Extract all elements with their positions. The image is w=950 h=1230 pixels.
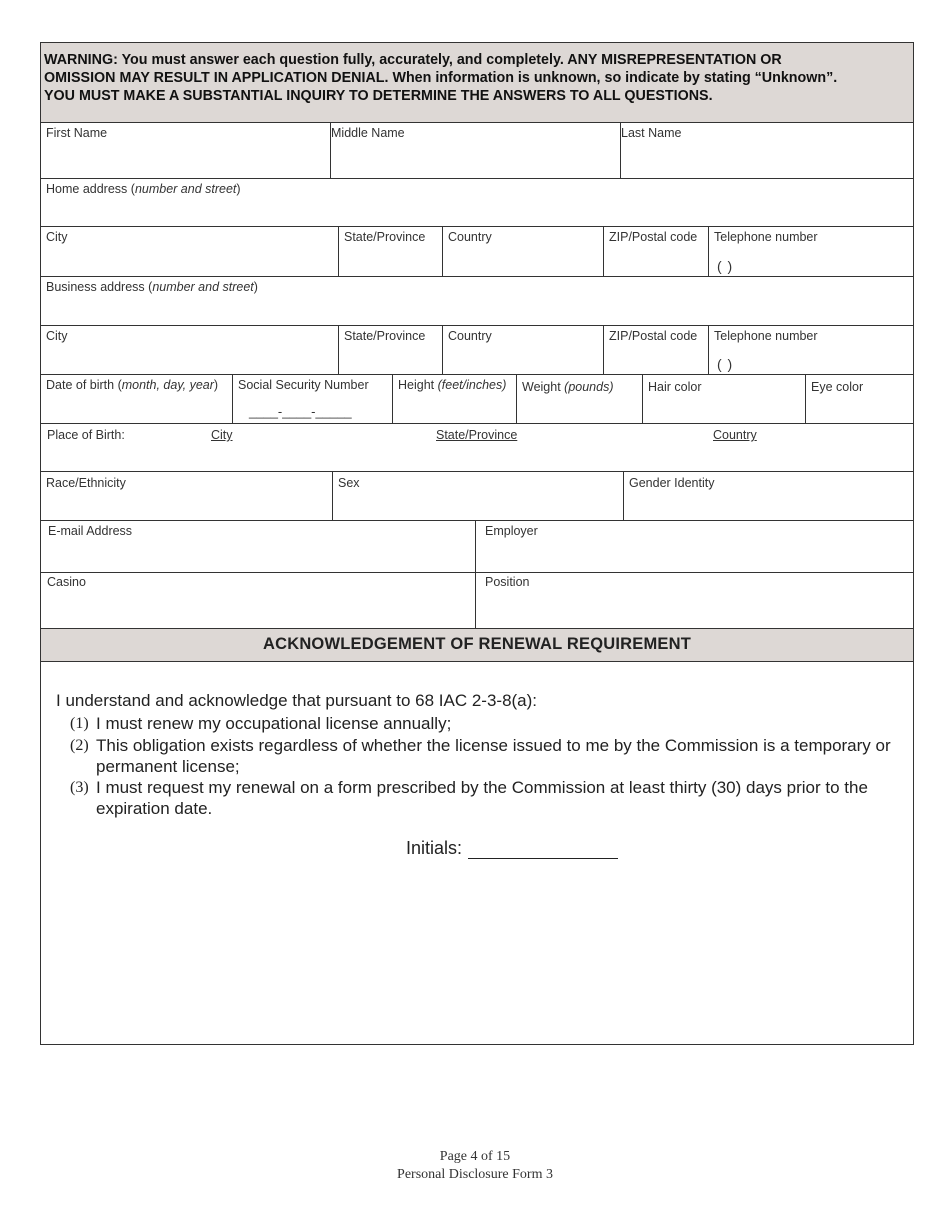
last-name-field[interactable] <box>621 123 913 178</box>
initials-label: Initials: <box>406 838 463 858</box>
item-number: (1) <box>70 715 89 732</box>
item-text: This obligation exists regardless of whether the license issued to me by the Commission is a temporary or permanent license; <box>96 736 891 776</box>
home-address-field[interactable] <box>41 179 913 226</box>
pob-city-label: City <box>211 428 233 442</box>
weight-field[interactable] <box>517 375 643 423</box>
home-state-label: State/Province <box>344 230 426 244</box>
business-zip-label: ZIP/Postal code <box>609 329 698 343</box>
home-country-label: Country <box>448 230 492 244</box>
gender-identity-label: Gender Identity <box>629 476 715 490</box>
employer-label: Employer <box>485 524 538 538</box>
height-label: Height <box>398 378 438 392</box>
acknowledgement-heading: ACKNOWLEDGEMENT OF RENEWAL REQUIREMENT <box>41 628 913 662</box>
first-name-field[interactable] <box>41 123 331 178</box>
sex-label: Sex <box>338 476 360 490</box>
email-row <box>41 521 913 573</box>
race-field[interactable] <box>41 472 333 520</box>
eye-color-field[interactable] <box>806 375 913 423</box>
business-country-field[interactable] <box>443 326 604 374</box>
warning-line-1: WARNING: You must answer each question fully, accurately, and completely. ANY MISREPRESENTATION OR <box>44 52 782 68</box>
position-field[interactable] <box>476 573 913 628</box>
dob-hint: month, day, year <box>121 378 214 392</box>
page-number: Page 4 of 15 <box>439 1149 511 1164</box>
form-name: Personal Disclosure Form 3 <box>397 1167 553 1182</box>
business-country-label: Country <box>448 329 492 343</box>
dob-close: ) <box>213 378 219 392</box>
business-telephone-label: Telephone number <box>714 329 818 343</box>
business-state-field[interactable] <box>339 326 443 374</box>
hair-color-label: Hair color <box>648 380 702 394</box>
business-address-row <box>41 277 913 326</box>
sex-field[interactable] <box>333 472 624 520</box>
casino-field[interactable] <box>41 573 476 628</box>
casino-row <box>41 573 913 628</box>
business-state-label: State/Province <box>344 329 426 343</box>
first-name-label: First Name <box>46 126 108 140</box>
eye-color-label: Eye color <box>811 380 864 394</box>
item-text: I must renew my occupational license annually; <box>96 714 452 733</box>
hair-color-field[interactable] <box>643 375 806 423</box>
initials-field[interactable] <box>406 838 618 859</box>
business-zip-field[interactable] <box>604 326 709 374</box>
home-zip-label: ZIP/Postal code <box>609 230 698 244</box>
business-address-close: ) <box>253 280 258 294</box>
home-address-close: ) <box>236 182 241 196</box>
name-row <box>41 123 913 179</box>
home-zip-field[interactable] <box>604 227 709 276</box>
home-city-row <box>41 227 913 277</box>
height-field[interactable] <box>393 375 517 423</box>
home-address-hint: number and street <box>134 182 237 196</box>
home-address-row <box>41 179 913 227</box>
position-label: Position <box>485 575 530 589</box>
warning-line-2: OMISSION MAY RESULT IN APPLICATION DENIAL. When information is unknown, so indicate by stating “Unknown”. <box>44 70 838 86</box>
physical-row <box>41 375 913 424</box>
ssn-blank: ____-____-_____ <box>249 404 352 419</box>
casino-label: Casino <box>47 575 86 589</box>
ssn-field[interactable] <box>233 375 393 423</box>
business-telephone-area-code: ( ) <box>717 356 734 372</box>
ssn-label: Social Security Number <box>238 378 369 392</box>
item-text: I must request my renewal on a form prescribed by the Commission at least thirty (30) days prior to the expiration date. <box>96 778 868 818</box>
home-address-label: Home address ( <box>46 182 135 196</box>
email-field[interactable] <box>41 521 476 572</box>
home-telephone-field[interactable] <box>709 227 913 276</box>
place-of-birth-row[interactable] <box>41 424 913 472</box>
item-number: (3) <box>70 779 89 796</box>
business-telephone-field[interactable] <box>709 326 913 374</box>
business-address-hint: number and street <box>152 280 254 294</box>
place-of-birth-label: Place of Birth: <box>47 428 125 442</box>
home-city-label: City <box>46 230 68 244</box>
employer-field[interactable] <box>476 521 913 572</box>
acknowledgement-intro: I understand and acknowledge that pursuant to 68 IAC 2-3-8(a): <box>56 691 538 710</box>
middle-name-field[interactable] <box>331 123 621 178</box>
home-telephone-area-code: ( ) <box>717 258 734 274</box>
home-country-field[interactable] <box>443 227 604 276</box>
email-label: E-mail Address <box>48 524 133 538</box>
weight-label: Weight <box>522 380 565 394</box>
business-city-field[interactable] <box>41 326 339 374</box>
item-number: (2) <box>70 737 89 754</box>
weight-hint: (pounds) <box>564 380 614 394</box>
race-label: Race/Ethnicity <box>46 476 126 490</box>
middle-name-label: Middle Name <box>331 126 405 140</box>
height-hint: (feet/inches) <box>437 378 507 392</box>
gender-identity-field[interactable] <box>624 472 913 520</box>
warning-line-3: YOU MUST MAKE A SUBSTANTIAL INQUIRY TO DETERMINE THE ANSWERS TO ALL QUESTIONS. <box>44 88 713 104</box>
initials-line[interactable] <box>468 840 618 859</box>
business-address-field[interactable] <box>41 277 913 325</box>
home-city-field[interactable] <box>41 227 339 276</box>
business-city-row <box>41 326 913 375</box>
dob-field[interactable] <box>41 375 233 423</box>
home-telephone-label: Telephone number <box>714 230 818 244</box>
pob-state-label: State/Province <box>436 428 518 442</box>
dob-label: Date of birth ( <box>46 378 122 392</box>
warning-banner <box>41 43 913 123</box>
home-state-field[interactable] <box>339 227 443 276</box>
business-city-label: City <box>46 329 68 343</box>
form-frame <box>40 42 914 1045</box>
demographics-row <box>41 472 913 521</box>
last-name-label: Last Name <box>621 126 682 140</box>
business-address-label: Business address ( <box>46 280 153 294</box>
pob-country-label: Country <box>713 428 757 442</box>
